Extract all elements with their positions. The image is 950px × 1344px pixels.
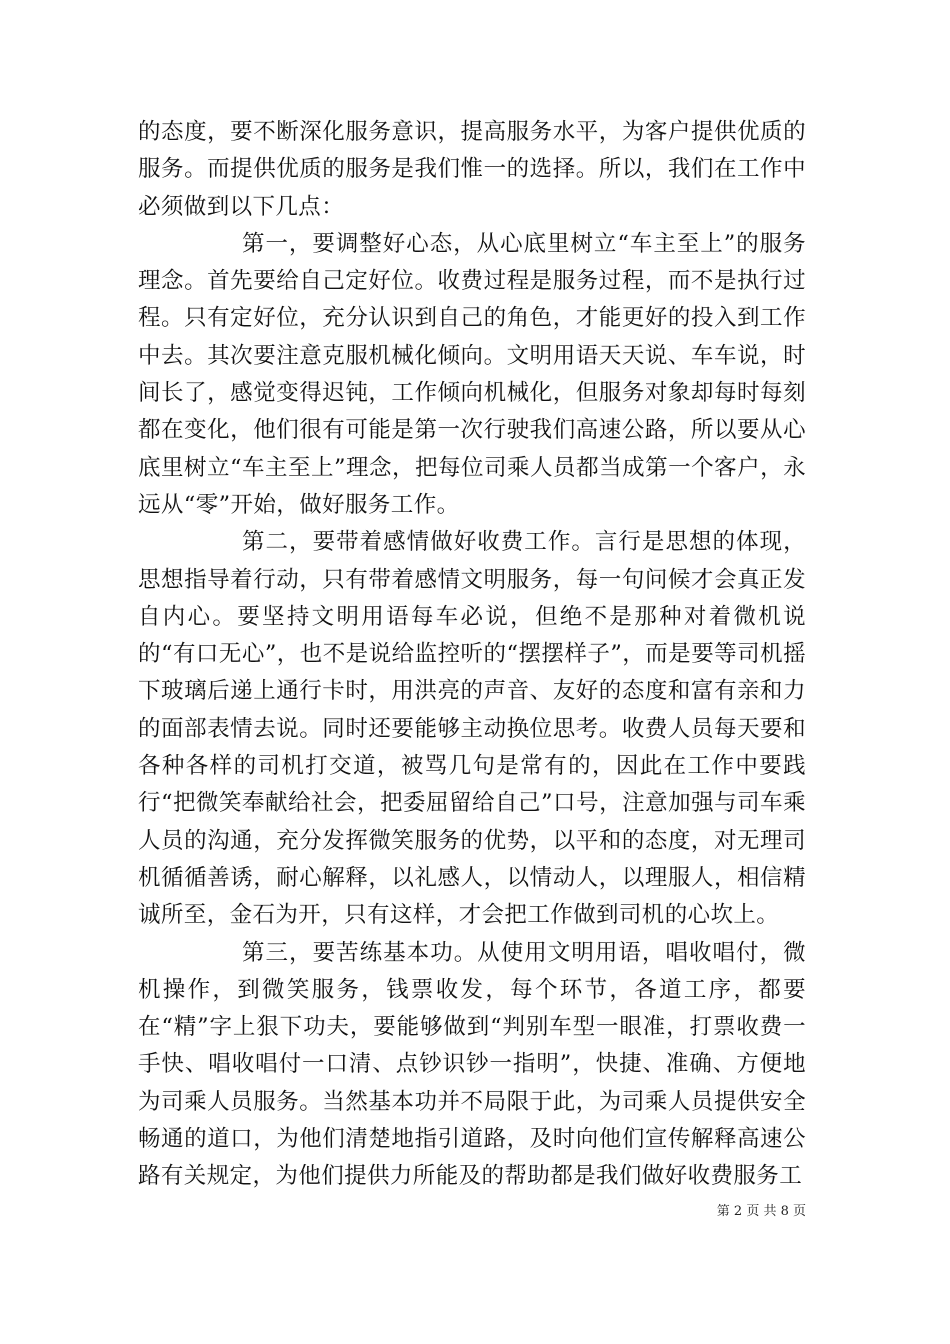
paragraph-first-point: 第一，要调整好心态，从心底里树立“车主至上”的服务理念。首先要给自己定好位。收费过程是服务过程，而不是执行过程。只有定好位，充分认识到自己的角色，才能更好的投入到工作中去。其次要注意克服机械化倾向。文明用语天天说、车车说，时间长了，感觉变得迟钝，工作倾向机械化，但服务对象却每时每刻都在变化，他们很有可能是第一次行驶我们高速公路，所以要从心底里树立“车主至上”理念，把每位司乘人员都当成第一个客户，永远从“零”开始，做好服务工作。: [138, 230, 806, 518]
page-number-footer: 第 2 页 共 8 页: [716, 1204, 806, 1219]
paragraph-second-point: 第二，要带着感情做好收费工作。言行是思想的体现，思想指导着行动，只有带着感情文明服务，每一句问候才会真正发自内心。要坚持文明用语每车必说，但绝不是那种对着微机说的“有口无心”，也不是说给监控听的“摆摆样子”，而是要等司机摇下玻璃后递上通行卡时，用洪亮的声音、友好的态度和富有亲和力的面部表情去说。同时还要能够主动换位思考。收费人员每天要和各种各样的司机打交道，被骂几句是常有的，因此在工作中要践行“把微笑奉献给社会，把委屈留给自己”口号，注意加强与司车乘人员的沟通，充分发挥微笑服务的优势，以平和的态度，对无理司机循循善诱，耐心解释，以礼感人，以情动人，以理服人，相信精诚所至，金石为开，只有这样，才会把工作做到司机的心坎上。: [138, 529, 806, 929]
paragraph-third-point: 第三，要苦练基本功。从使用文明用语，唱收唱付，微机操作，到微笑服务，钱票收发，每个环节，各道工序，都要在“精”字上狠下功夫，要能够做到“判别车型一眼准，打票收费一手快、唱收唱付一口清、点钞识钞一指明”，快捷、准确、方便地为司乘人员服务。当然基本功并不局限于此，为司乘人员提供安全畅通的道口，为他们清楚地指引道路，及时向他们宣传解释高速公路有关规定，为他们提供力所能及的帮助都是我们做好收费服务工: [138, 939, 806, 1190]
paragraph-continuation: 的态度，要不断深化服务意识，提高服务水平，为客户提供优质的服务。而提供优质的服务是我们惟一的选择。所以，我们在工作中必须做到以下几点：: [138, 119, 806, 220]
document-body: [138, 114, 806, 1196]
